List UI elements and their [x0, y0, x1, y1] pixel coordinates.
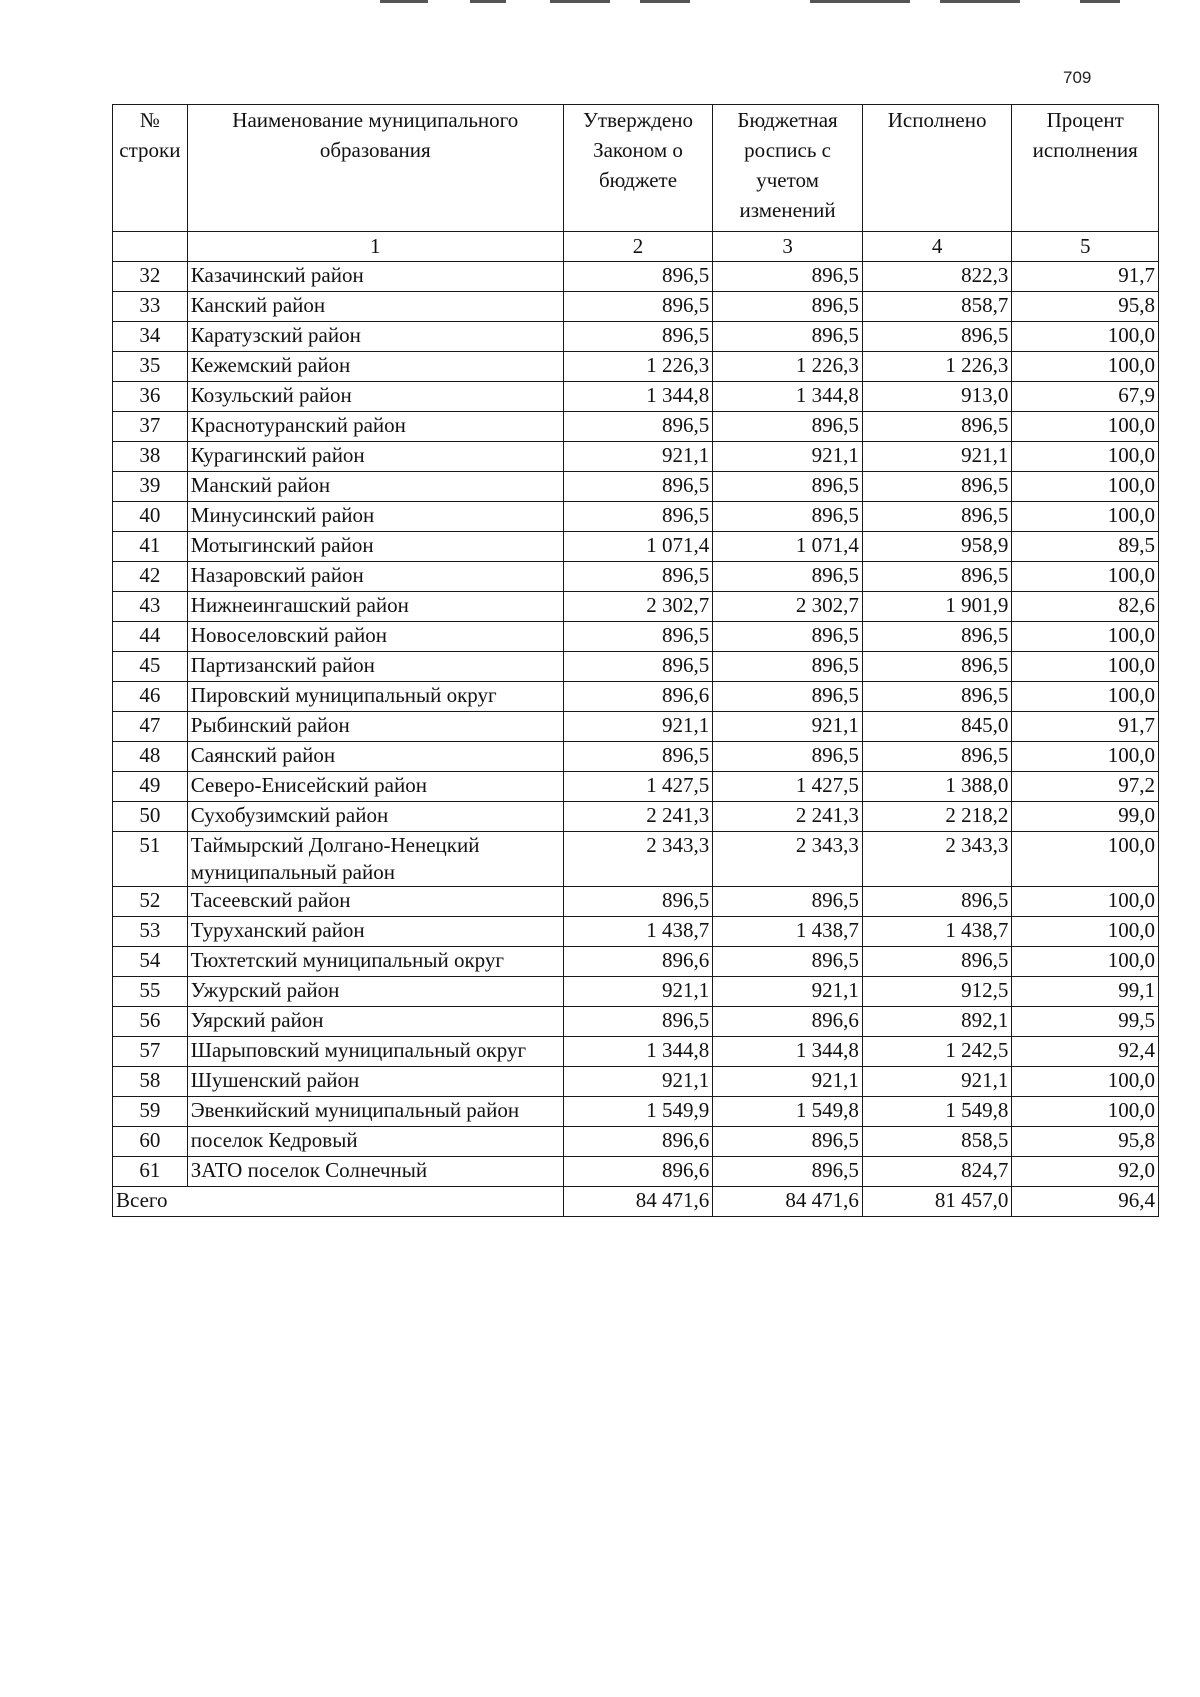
executed-cell: 896,5 — [862, 502, 1012, 532]
municipality-name-cell: Канский район — [187, 292, 563, 322]
schedule-cell: 896,5 — [713, 472, 863, 502]
municipality-name-cell: Шарыповский муниципальный округ — [187, 1037, 563, 1067]
approved-cell: 896,5 — [563, 742, 713, 772]
table-row — [113, 292, 1159, 322]
table-row — [113, 772, 1159, 802]
percent-cell: 100,0 — [1012, 1067, 1159, 1097]
index-cell: 4 — [862, 232, 1012, 262]
executed-cell: 845,0 — [862, 712, 1012, 742]
row-number-cell: 54 — [113, 947, 188, 977]
table-row — [113, 592, 1159, 622]
approved-cell: 896,6 — [563, 682, 713, 712]
schedule-cell: 1 427,5 — [713, 772, 863, 802]
schedule-cell: 896,5 — [713, 262, 863, 292]
row-number-cell: 36 — [113, 382, 188, 412]
schedule-cell: 896,5 — [713, 322, 863, 352]
percent-cell: 97,2 — [1012, 772, 1159, 802]
approved-cell: 896,5 — [563, 472, 713, 502]
executed-cell: 896,5 — [862, 887, 1012, 917]
total-executed-cell: 81 457,0 — [862, 1187, 1012, 1217]
municipality-name-cell: Новоселовский район — [187, 622, 563, 652]
executed-cell: 822,3 — [862, 262, 1012, 292]
row-number-cell: 55 — [113, 977, 188, 1007]
executed-cell: 1 226,3 — [862, 352, 1012, 382]
municipality-name-cell: Минусинский район — [187, 502, 563, 532]
approved-cell: 896,6 — [563, 947, 713, 977]
executed-cell: 892,1 — [862, 1007, 1012, 1037]
schedule-cell: 1 226,3 — [713, 352, 863, 382]
municipality-name-cell: Каратузский район — [187, 322, 563, 352]
percent-cell: 100,0 — [1012, 622, 1159, 652]
header-row-number: № строки — [113, 105, 188, 232]
municipality-name-cell: Назаровский район — [187, 562, 563, 592]
schedule-cell: 1 344,8 — [713, 382, 863, 412]
percent-cell: 99,1 — [1012, 977, 1159, 1007]
percent-cell: 100,0 — [1012, 412, 1159, 442]
executed-cell: 921,1 — [862, 442, 1012, 472]
schedule-cell: 896,5 — [713, 682, 863, 712]
row-number-cell: 37 — [113, 412, 188, 442]
percent-cell: 100,0 — [1012, 887, 1159, 917]
executed-cell: 921,1 — [862, 1067, 1012, 1097]
approved-cell: 921,1 — [563, 1067, 713, 1097]
percent-cell: 99,5 — [1012, 1007, 1159, 1037]
row-number-cell: 41 — [113, 532, 188, 562]
municipality-name-cell: Уярский район — [187, 1007, 563, 1037]
table-row — [113, 412, 1159, 442]
row-number-cell: 59 — [113, 1097, 188, 1127]
header-approved-by-law: Утверждено Законом о бюджете — [563, 105, 713, 232]
approved-cell: 1 226,3 — [563, 352, 713, 382]
row-number-cell: 40 — [113, 502, 188, 532]
approved-cell: 896,5 — [563, 262, 713, 292]
executed-cell: 858,5 — [862, 1127, 1012, 1157]
executed-cell: 896,5 — [862, 322, 1012, 352]
table-row — [113, 917, 1159, 947]
approved-cell: 1 438,7 — [563, 917, 713, 947]
row-number-cell: 48 — [113, 742, 188, 772]
table-row — [113, 1097, 1159, 1127]
schedule-cell: 921,1 — [713, 712, 863, 742]
row-number-cell: 49 — [113, 772, 188, 802]
row-number-cell: 56 — [113, 1007, 188, 1037]
municipality-name-cell: Мотыгинский район — [187, 532, 563, 562]
approved-cell: 2 241,3 — [563, 802, 713, 832]
executed-cell: 824,7 — [862, 1157, 1012, 1187]
percent-cell: 100,0 — [1012, 442, 1159, 472]
schedule-cell: 2 302,7 — [713, 592, 863, 622]
percent-cell: 89,5 — [1012, 532, 1159, 562]
schedule-cell: 1 071,4 — [713, 532, 863, 562]
executed-cell: 958,9 — [862, 532, 1012, 562]
municipality-name-cell: Шушенский район — [187, 1067, 563, 1097]
total-percent-cell: 96,4 — [1012, 1187, 1159, 1217]
schedule-cell: 1 344,8 — [713, 1037, 863, 1067]
percent-cell: 95,8 — [1012, 1127, 1159, 1157]
budget-table — [112, 104, 1159, 1217]
executed-cell: 896,5 — [862, 412, 1012, 442]
municipality-name-cell: Сухобузимский район — [187, 802, 563, 832]
schedule-cell: 1 549,8 — [713, 1097, 863, 1127]
approved-cell: 896,5 — [563, 412, 713, 442]
schedule-cell: 2 241,3 — [713, 802, 863, 832]
executed-cell: 896,5 — [862, 947, 1012, 977]
table-row — [113, 977, 1159, 1007]
table-row — [113, 1127, 1159, 1157]
table-row — [113, 622, 1159, 652]
schedule-cell: 896,5 — [713, 502, 863, 532]
approved-cell: 2 302,7 — [563, 592, 713, 622]
municipality-name-cell: Саянский район — [187, 742, 563, 772]
municipality-name-cell: Ужурский район — [187, 977, 563, 1007]
percent-cell: 67,9 — [1012, 382, 1159, 412]
municipality-name-cell: Краснотуранский район — [187, 412, 563, 442]
row-number-cell: 33 — [113, 292, 188, 322]
schedule-cell: 896,5 — [713, 742, 863, 772]
schedule-cell: 921,1 — [713, 977, 863, 1007]
executed-cell: 1 438,7 — [862, 917, 1012, 947]
table-row — [113, 442, 1159, 472]
row-number-cell: 46 — [113, 682, 188, 712]
executed-cell: 896,5 — [862, 682, 1012, 712]
percent-cell: 100,0 — [1012, 742, 1159, 772]
row-number-cell: 32 — [113, 262, 188, 292]
approved-cell: 1 549,9 — [563, 1097, 713, 1127]
table-row — [113, 502, 1159, 532]
approved-cell: 896,5 — [563, 292, 713, 322]
percent-cell: 91,7 — [1012, 262, 1159, 292]
percent-cell: 92,0 — [1012, 1157, 1159, 1187]
table-row — [113, 682, 1159, 712]
municipality-name-cell: Таймырский Долгано-Ненецкий муниципальный район — [187, 832, 563, 887]
row-number-cell: 45 — [113, 652, 188, 682]
percent-cell: 91,7 — [1012, 712, 1159, 742]
table-row — [113, 352, 1159, 382]
table-row — [113, 802, 1159, 832]
header-execution-percent: Процент исполнения — [1012, 105, 1159, 232]
row-number-cell: 44 — [113, 622, 188, 652]
approved-cell: 896,5 — [563, 502, 713, 532]
header-municipality-name: Наименование муниципального образования — [187, 105, 563, 232]
schedule-cell: 896,5 — [713, 1157, 863, 1187]
executed-cell: 896,5 — [862, 562, 1012, 592]
schedule-cell: 896,5 — [713, 292, 863, 322]
table-row — [113, 382, 1159, 412]
schedule-cell: 896,5 — [713, 652, 863, 682]
total-label: Всего — [113, 1187, 564, 1217]
table-row — [113, 1037, 1159, 1067]
municipality-name-cell: ЗАТО поселок Солнечный — [187, 1157, 563, 1187]
executed-cell: 912,5 — [862, 977, 1012, 1007]
table-row — [113, 262, 1159, 292]
total-approved-cell: 84 471,6 — [563, 1187, 713, 1217]
municipality-name-cell: Пировский муниципальный округ — [187, 682, 563, 712]
schedule-cell: 921,1 — [713, 442, 863, 472]
percent-cell: 100,0 — [1012, 352, 1159, 382]
percent-cell: 100,0 — [1012, 502, 1159, 532]
executed-cell: 896,5 — [862, 742, 1012, 772]
table-row — [113, 472, 1159, 502]
total-row — [113, 1187, 1159, 1217]
approved-cell: 1 427,5 — [563, 772, 713, 802]
table-row — [113, 532, 1159, 562]
approved-cell: 1 071,4 — [563, 532, 713, 562]
index-cell-empty — [113, 232, 188, 262]
approved-cell: 1 344,8 — [563, 1037, 713, 1067]
percent-cell: 100,0 — [1012, 472, 1159, 502]
schedule-cell: 2 343,3 — [713, 832, 863, 887]
column-index-row — [113, 232, 1159, 262]
percent-cell: 99,0 — [1012, 802, 1159, 832]
header-row — [113, 105, 1159, 232]
municipality-name-cell: Тюхтетский муниципальный округ — [187, 947, 563, 977]
schedule-cell: 896,5 — [713, 1127, 863, 1157]
percent-cell: 100,0 — [1012, 947, 1159, 977]
table-row — [113, 322, 1159, 352]
schedule-cell: 896,5 — [713, 622, 863, 652]
percent-cell: 100,0 — [1012, 562, 1159, 592]
header-executed: Исполнено — [862, 105, 1012, 232]
municipality-name-cell: Эвенкийский муниципальный район — [187, 1097, 563, 1127]
approved-cell: 921,1 — [563, 442, 713, 472]
executed-cell: 1 901,9 — [862, 592, 1012, 622]
table-row — [113, 742, 1159, 772]
approved-cell: 896,6 — [563, 1127, 713, 1157]
row-number-cell: 38 — [113, 442, 188, 472]
approved-cell: 896,5 — [563, 562, 713, 592]
table-row — [113, 1067, 1159, 1097]
approved-cell: 896,6 — [563, 1157, 713, 1187]
table-row — [113, 1007, 1159, 1037]
row-number-cell: 34 — [113, 322, 188, 352]
table-row — [113, 1157, 1159, 1187]
approved-cell: 2 343,3 — [563, 832, 713, 887]
executed-cell: 896,5 — [862, 622, 1012, 652]
municipality-name-cell: поселок Кедровый — [187, 1127, 563, 1157]
table-row — [113, 562, 1159, 592]
approved-cell: 921,1 — [563, 712, 713, 742]
row-number-cell: 47 — [113, 712, 188, 742]
percent-cell: 100,0 — [1012, 1097, 1159, 1127]
percent-cell: 95,8 — [1012, 292, 1159, 322]
row-number-cell: 61 — [113, 1157, 188, 1187]
index-cell: 1 — [187, 232, 563, 262]
approved-cell: 1 344,8 — [563, 382, 713, 412]
municipality-name-cell: Казачинский район — [187, 262, 563, 292]
percent-cell: 100,0 — [1012, 682, 1159, 712]
municipality-name-cell: Козульский район — [187, 382, 563, 412]
municipality-name-cell: Туруханский район — [187, 917, 563, 947]
executed-cell: 913,0 — [862, 382, 1012, 412]
row-number-cell: 50 — [113, 802, 188, 832]
header-budget-schedule: Бюджетная роспись с учетом изменений — [713, 105, 863, 232]
percent-cell: 100,0 — [1012, 322, 1159, 352]
approved-cell: 896,5 — [563, 1007, 713, 1037]
index-cell: 2 — [563, 232, 713, 262]
schedule-cell: 896,5 — [713, 887, 863, 917]
municipality-name-cell: Нижнеингашский район — [187, 592, 563, 622]
percent-cell: 92,4 — [1012, 1037, 1159, 1067]
executed-cell: 2 218,2 — [862, 802, 1012, 832]
total-schedule-cell: 84 471,6 — [713, 1187, 863, 1217]
municipality-name-cell: Тасеевский район — [187, 887, 563, 917]
approved-cell: 896,5 — [563, 887, 713, 917]
table-row — [113, 947, 1159, 977]
executed-cell: 858,7 — [862, 292, 1012, 322]
municipality-name-cell: Манский район — [187, 472, 563, 502]
executed-cell: 896,5 — [862, 472, 1012, 502]
table-row — [113, 652, 1159, 682]
percent-cell: 100,0 — [1012, 652, 1159, 682]
executed-cell: 1 549,8 — [862, 1097, 1012, 1127]
executed-cell: 1 388,0 — [862, 772, 1012, 802]
row-number-cell: 39 — [113, 472, 188, 502]
municipality-name-cell: Курагинский район — [187, 442, 563, 472]
row-number-cell: 43 — [113, 592, 188, 622]
row-number-cell: 53 — [113, 917, 188, 947]
executed-cell: 896,5 — [862, 652, 1012, 682]
percent-cell: 100,0 — [1012, 832, 1159, 887]
table-row — [113, 832, 1159, 887]
page-number: 709 — [1063, 68, 1092, 87]
index-cell: 5 — [1012, 232, 1159, 262]
approved-cell: 896,5 — [563, 622, 713, 652]
approved-cell: 921,1 — [563, 977, 713, 1007]
schedule-cell: 1 438,7 — [713, 917, 863, 947]
percent-cell: 100,0 — [1012, 917, 1159, 947]
row-number-cell: 35 — [113, 352, 188, 382]
executed-cell: 1 242,5 — [862, 1037, 1012, 1067]
row-number-cell: 52 — [113, 887, 188, 917]
scan-edge-marks — [380, 0, 1140, 8]
schedule-cell: 896,5 — [713, 947, 863, 977]
schedule-cell: 896,5 — [713, 562, 863, 592]
schedule-cell: 896,6 — [713, 1007, 863, 1037]
row-number-cell: 58 — [113, 1067, 188, 1097]
approved-cell: 896,5 — [563, 322, 713, 352]
row-number-cell: 60 — [113, 1127, 188, 1157]
row-number-cell: 42 — [113, 562, 188, 592]
municipality-name-cell: Рыбинский район — [187, 712, 563, 742]
row-number-cell: 51 — [113, 832, 188, 887]
municipality-name-cell: Партизанский район — [187, 652, 563, 682]
approved-cell: 896,5 — [563, 652, 713, 682]
schedule-cell: 896,5 — [713, 412, 863, 442]
municipality-name-cell: Северо-Енисейский район — [187, 772, 563, 802]
table-row — [113, 712, 1159, 742]
percent-cell: 82,6 — [1012, 592, 1159, 622]
table-row — [113, 887, 1159, 917]
schedule-cell: 921,1 — [713, 1067, 863, 1097]
executed-cell: 2 343,3 — [862, 832, 1012, 887]
row-number-cell: 57 — [113, 1037, 188, 1067]
index-cell: 3 — [713, 232, 863, 262]
municipality-name-cell: Кежемский район — [187, 352, 563, 382]
